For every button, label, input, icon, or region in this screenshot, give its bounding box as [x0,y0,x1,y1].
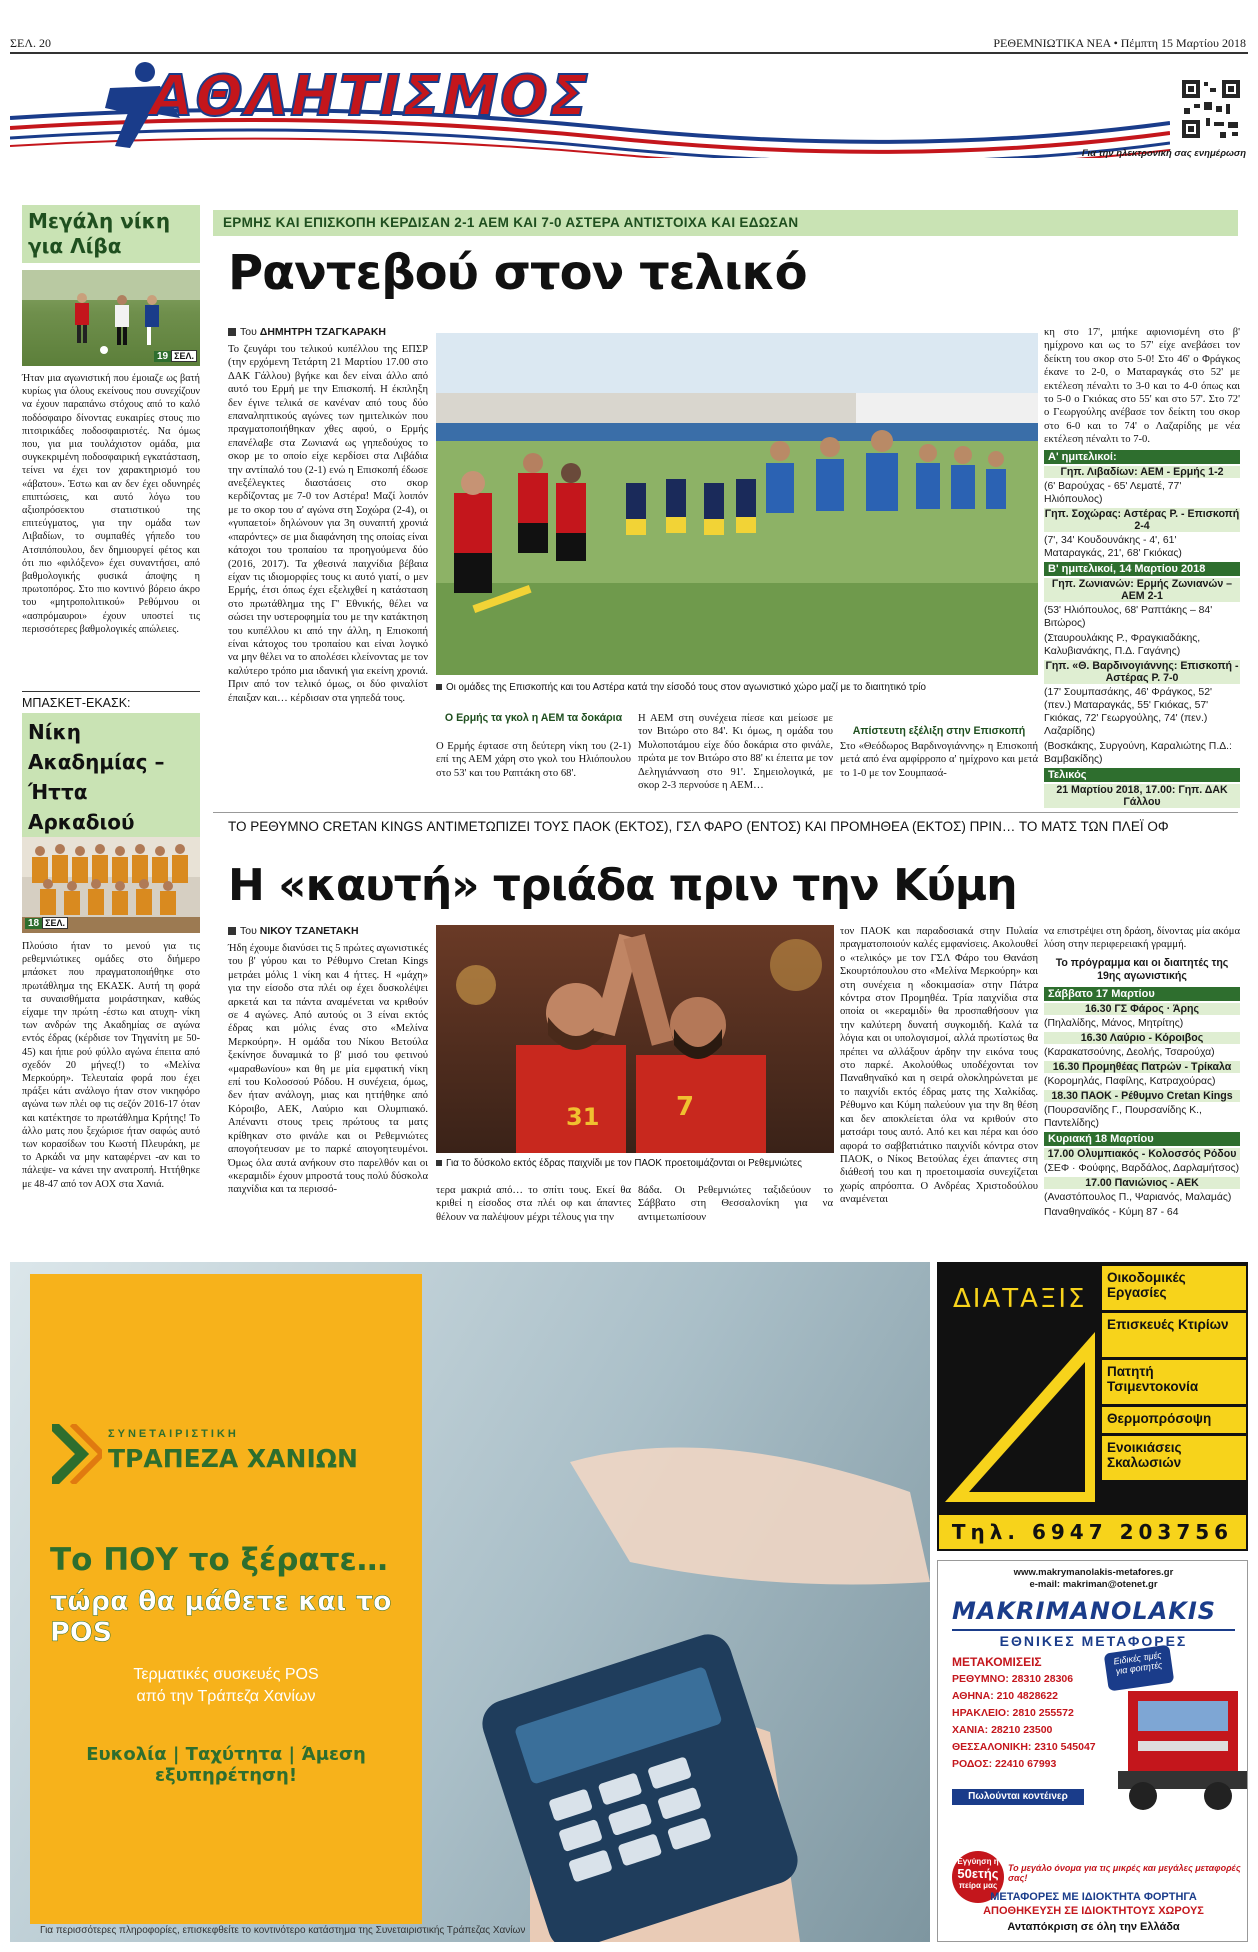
article1-byline [228,326,386,338]
sidebar [22,205,200,1250]
movers-email: e-mail: makriman@otenet.gr [1029,1579,1158,1590]
movers-phones [952,1671,1102,1773]
page-ref-18 [25,911,68,930]
schedule-match: 17.00 Πανιώνιος - ΑΕΚ [1044,1177,1240,1189]
guarantee-line-2: 50ετής [957,1866,999,1881]
schedule-match: 16.30 ΓΣ Φάρος · Άρης [1044,1003,1240,1015]
article1-photo-caption [436,682,1038,693]
guarantee-line-3: πείρα μας [958,1881,998,1890]
article2-photo-caption [436,1158,834,1169]
results-detail: (7', 34' Κουδουνάκης - 4', 61' Ματαραγκάς, 21', 68' Γκιόκας) [1044,535,1182,559]
article2-col1: Ήδη έχουμε διανύσει τις 5 πρώτες αγωνιστικές του β' γύρου και το Ρέθυμνο Cretan Kings μετράει μόλις 1 νίκη και 4 ήττες. Η «μάχη» για την είσοδο στα πλέι οφ έχει δυσκολέψει αρκετά και τα πάντα αναμένεται να κριθούν σε 4 αγώνες. Από αυτούς οι 3 είναι εκτός έδρας και μόλις ένας στο «Μελίνα Μερκούρη». Η ομάδα του Νίκου Βετούλα ξεκίνησε δυναμικά το β' μισό του φετινού «μαραθωνίου» και θη με μία εμφατική νίκη επί του Κολοσσού Ρόδου. Η συνέχεια, όμως, δεν ήταν ανάλογη, μιας και ηττήθηκε από Κόροιβο, ΑΕΚ, Λαύριο και Ολυμπιακό. Απέναντι στους τρεις πρώτους τα ματς κρίθηκαν στο φινάλε και οι Ρεθεμνιώτες απογοήτευσαν με το παρκέ απογοητευμένοι. Όμως όλα αυτά ανήκουν στο παρελθόν και οι «κεραμιδί» έχουν μπροστά τους πολύ δύσκολα παιχνίδια και τα περισσό- [228,943,428,1196]
page-ref-label: ΣΕΛ. [171,350,197,362]
movers-phone-line: ΧΑΝΙΑ: 28210 23500 [952,1724,1053,1736]
bank-sub-2: από την Τράπεζα Χανίων [136,1688,316,1705]
issue-date: Πέμπτη 15 Μαρτίου 2018 [1120,36,1246,50]
results-match: Γηπ. Ζωνιανών: Ερμής Ζωνιανών – ΑΕΜ 2-1 [1044,578,1240,602]
paper-name: ΡΕΘΕΜΝΙΩΤΙΚΑ ΝΕΑ [993,36,1111,50]
guarantee-line-1: Εγγύηση η [957,1857,999,1866]
schedule-detail: (Πουρσανίδης Γ., Πουρσανίδης Κ., Παντελίδης) [1044,1105,1202,1129]
results-match: Γηπ. «Θ. Βαρδινογιάννης: Επισκοπή - Αστέρας Ρ. 7-0 [1045,660,1239,684]
ad-movers [937,1560,1248,1942]
article2-headline: Η «καυτή» τριάδα πριν την Κύμη [228,860,1017,911]
caption-text: Για το δύσκολο εκτός έδρας παιχνίδι με τον ΠΑΟΚ προετοιμάζονται οι Ρεθεμνιώτες [446,1158,803,1169]
results-detail: (Σταυρουλάκης Ρ., Φραγκιαδάκης, Καλυβιανάκης, Π.Δ. Γαγάνης) [1044,633,1201,657]
results-heading: Α' ημιτελικοί: [1044,450,1240,464]
schedule-match: 16.30 Προμηθέας Πατρών - Τρίκαλα [1044,1061,1240,1073]
bank-footer: Για περισσότερες πληροφορίες, επισκεφθείτε το κοντινότερο κατάστημα της Συνεταιριστικής Τράπεζας Χανίων [40,1925,526,1936]
svg-text:7: 7 [676,1092,695,1122]
movers-phone-line: ΑΘΗΝΑ: 210 4828622 [952,1690,1058,1702]
article1-sub1-text: Ο Ερμής έφτασε στη δεύτερη νίκη του (2-1) επί της ΑΕΜ χάρη στο γκολ του Ηλιόπουλου στο 53' και του Ραπτάκη στο 68'. [436,741,631,779]
results-detail: (Βοσκάκης, Συργούνη, Καραλιώτης Π.Δ.: Βαμβακίδης) [1044,741,1232,765]
results-match: Γηπ. Λιβαδίων: ΑΕΜ - Ερμής 1-2 [1044,466,1240,478]
page-ref-number: 18 [25,918,42,929]
schedule-detail: (Πηλαλίδης, Μάνος, Μητρίτης) [1044,1018,1184,1029]
byline-name: ΔΗΜΗΤΡΗ ΤΖΑΓΚΑΡΑΚΗ [259,326,387,338]
bank-logo-icon [52,1424,102,1484]
sidebar-photo-basketball [22,837,200,933]
movers-phone-line: ΡΟΔΟΣ: 22410 67993 [952,1758,1057,1770]
diataxis-phone: Τηλ. 6947 203756 [939,1515,1246,1549]
bank-name-line1: ΣΥΝΕΤΑΙΡΙΣΤΙΚΗ [108,1428,239,1440]
article1-headline: Ραντεβού στον τελικό [228,245,807,301]
results-detail: (6' Βαρούχας - 65' Λεματέ, 77' Ηλιόπουλος) [1044,481,1182,505]
section-title: ΑΘΛΗΤΙΣΜΟΣ [150,64,591,129]
movers-line3: Ανταπόκριση σε όλη την Ελλάδα [1007,1921,1180,1933]
caption-square-icon [436,1160,442,1166]
bank-tagline: Ευκολία | Ταχύτητα | Άμεση εξυπηρέτηση! [86,1744,366,1786]
bank-slogan-2: τώρα θα μάθετε και το POS [50,1586,392,1648]
diataxis-services [1102,1266,1246,1483]
results-box [1044,448,1240,808]
results-heading: Τελικός [1044,768,1240,782]
article1-sub2-text: Η ΑΕΜ στη συνέχεια πίεσε και μείωσε με τον Βιτώρο στο 84'. Κι όμως, η ομάδα του Μυλοποτάμου είχε δύο δοκάρια στο φινάλε, πρώτα με τον Βιτώρο στο 88' κι έπειτα με τον Δεληγιάνναση στο 91'. Σημειολογικά, με σκορ 2-3 περνούσε η ΑΕΜ… [638,713,833,792]
movers-phone-line: ΘΕΣΣΑΛΟΝΙΚΗ: 2310 545047 [952,1741,1096,1753]
movers-subtitle: ΕΘΝΙΚΕΣ ΜΕΤΑΦΟΡΕΣ [952,1629,1235,1649]
results-heading: Β' ημιτελικοί, 14 Μαρτίου 2018 [1044,562,1240,576]
sidebar-story2-title: Νίκη Ακαδημίας – Ήττα Αρκαδιού [28,720,165,834]
byline-prefix: Του [240,326,257,338]
article2-kicker: ΤΟ ΡΕΘΥΜΝΟ CRETAN KINGS ΑΝΤΙΜΕΤΩΠΙΖΕΙ ΤΟΥΣ ΠΑΟΚ (ΕΚΤΟΣ), ΓΣΛ ΦΑΡΟ (ΕΝΤΟΣ) ΚΑΙ ΠΡΟΜΗΘΕΑ (ΕΚΤΟΣ) ΠΡΙΝ… ΤΟ ΜΑΤΣ ΤΩΝ ΠΛΕΪ ΟΦ [228,819,1169,834]
results-detail: (17' Σουμπασάκης, 46' Φράγκος, 52' (πεν.) Ματαραγκάς, 55' Γκιόκας, 57' Γκιόκας, 72' Γεωργούλης, 74' (πεν.) Λαζαρίδης) [1044,687,1212,737]
article2-byline [228,925,359,937]
byline-name: ΝΙΚΟΥ ΤΖΑΝΕΤΑΚΗ [259,925,359,937]
truck-icon [1098,1681,1248,1821]
article1-sub3-text: Στο «Θεόδωρος Βαρδινογιάννης» η Επισκοπή μετά από ένα αμφίρροπο α' ημίχρονο και μετά το 1-0 με τον Σουμπασά- [840,741,1038,779]
schedule-match: 16.30 Λαύριο - Κόροιβος [1044,1032,1240,1044]
sidebar-story2-text: Πλούσιο ήταν το μενού για τις ρεθεμνιώτικες ομάδες στο διήμερο μπάσκετ που πραγματοποιήθηκε στο πρωτάθλημα της ΕΚΑΣΚ. Αυτή τη φορά τα συναισθήματα μοιράστηκαν, καθώς είχαμε την πρώτη -έστω και ατυχη- νίκη των ανδρών της Ακαδημίας σε αγώνα εντός έδρας (κέρδισε τον Τηγανίτη με 50-45) και ήπιε ρού φύλλο αγώνα έπειτα από σχεδόν 20 μήνες(!) το «Μελίνα Μερκούρη». Τελευταία φορά που έχει πράξει κάτι ανάλογο ήταν στον νικηφόρο αγώνα των πλέι οφ τις σεζόν 2016-17 όταν και κατέκτησε το πρωτάθλημα Κρήτης! Το άλλο ματς που ξεχώρισε ήταν σαφώς αυτό των κορασίδων του Κωστή Πλευράκη, με το Αρκάδι να μην καταφέρνει -αν και το πάλεψε- να κάνει την ανατροπή. Ηττήθηκε με 48-47 από τον ΑΟΧ στα Χανιά. [22,941,200,1190]
article-divider [213,812,1238,813]
schedule-detail: (ΣΕΦ · Φούφης, Βαρδάλος, Δαρλαμήτσος) [1044,1163,1240,1174]
schedule-box [1044,985,1240,1219]
article2-col4: να επιστρέψει στη δράση, δίνοντας μία ακόμα λύση στην περιφερειακή γραμμή. [1044,926,1240,951]
schedule-detail: (Αναστόπουλος Π., Ψαριανός, Μαλαμάς) [1044,1192,1232,1203]
ad-bank-panel [30,1274,422,1924]
results-detail: (53' Ηλιόπουλος, 68' Ραπτάκης – 84' Βιτώρος) [1044,605,1213,629]
byline-prefix: Του [240,925,257,937]
diataxis-logo: ΔΙΑΤΑΞΙΣ [953,1284,1087,1314]
byline-square-icon [228,927,236,935]
header-rule [10,52,1248,54]
schedule-date: Σάββατο 17 Μαρτίου [1044,987,1240,1001]
movers-small-print: Το μεγάλο όνομα για τις μικρές και μεγάλες μεταφορές σας! [1008,1863,1241,1883]
article1-sub3-title: Απίστευτη εξέλιξη στην Επισκοπή [852,725,1026,737]
diataxis-triangle-icon [945,1302,1095,1502]
article1-kicker: ΕΡΜΗΣ ΚΑΙ ΕΠΙΣΚΟΠΗ ΚΕΡΔΙΣΑΝ 2-1 ΑΕΜ ΚΑΙ 7-0 ΑΣΤΕΡΑ ΑΝΤΙΣΤΟΙΧΑ ΚΑΙ ΕΔΩΣΑΝ [213,210,1238,236]
schedule-match: 17.00 Ολυμπιακός - Κολοσσός Ρόδου [1044,1148,1240,1160]
diataxis-service-item: Πατητή Τσιμεντοκονία [1102,1360,1246,1404]
ad-diataxis [937,1262,1248,1551]
page-number: ΣΕΛ. 20 [10,36,52,50]
qr-code [1180,78,1242,140]
bank-slogan-1: Το ΠΟΥ το ξέρατε… [50,1542,388,1578]
bank-sub-1: Τερματικές συσκευές POS [133,1666,319,1683]
sidebar-title-1-bg [22,205,200,263]
diataxis-service-item: Επισκευές Κτιρίων [1102,1313,1246,1357]
qr-caption: Για την ηλεκτρονική σας ενημέρωση [1081,148,1246,159]
sidebar-story2-kicker: ΜΠΑΣΚΕΤ-ΕΚΑΣΚ: [22,691,200,710]
article2-col3: τον ΠΑΟΚ και παραδοσιακά στην Πυλαία πραγματοποιούν καλές εμφανίσεις. Ακολουθεί ο «τελικός» με τον ΓΣΛ Φάρο του Θανάση Σκουρτόπουλου στο «Μελίνα Μερκούρη» και στη συνέχεια η «δοκιμασία» στην Πάτρα κόντρα στον Προμηθέα. Τρία παιχνίδια στα οποία οι «κεραμιδί» θα προσπαθήσουν για την καλύτερη δυνατή συγκομιδή. Καλά τα λόγια και οι υπολογισμοί, αλλά πρωτίστως θα πρέπει να αλλάξουν άρδην την εικόνα τους στο παρκέ. Ακολούθως υποδέχονται τον Παναθηναϊκό και η σειρά ολοκληρώνεται με το παιχνίδι εκτός έδρας ματς της Χαλκίδας. Ρέθυμνο και Κύμη παλεύουν για την 8η θέση και δεν αποκλείεται όλα να κριθούν στο ματσάρι τους αυτό. Από κει και πέρα και όσο αφορά το σαββατιάτικο παιχνίδι κόντρα στον ΠΑΟΚ, ο Νίκος Βετούλας έχει άπαντες στη διάθεσή του και η προετοιμασία συνεχίζεται χωρίς απρόοπτα. Ο Ανδρέας Χριστοδούλου αναμένεται [840,926,1038,1206]
sidebar-story1-title: Μεγάλη νίκη για Λίβα [28,209,171,258]
article2-photo [436,925,834,1153]
page-ref-number: 19 [154,351,171,362]
article1-sub1-title: Ο Ερμής τα γκολ η ΑΕΜ τα δοκάρια [444,712,623,724]
qr-icon [1180,78,1242,140]
schedule-date: Κυριακή 18 Μαρτίου [1044,1132,1240,1146]
article2-under-photo-1: τερα μακριά από… το σπίτι τους. Εκεί θα κριθεί η είσοδος στα πλέι οφ και άπαντες θέλουν να παλέψουν μέχρι τέλους για την [436,1185,631,1223]
article1-photo [436,333,1038,675]
schedule-detail: Παναθηναϊκός - Κύμη 87 - 64 [1044,1207,1179,1218]
article1-col1: Το ζευγάρι του τελικού κυπέλλου της ΕΠΣΡ (την ερχόμενη Τετάρτη 21 Μαρτίου 17.00 στο ΔΑΚ Γάλλου) βγήκε και δεν είναι άλλο από αυτό του Ερμή με την Επισκοπή. Η έκπληξη δεν έγινε τελικά σε κανέναν από τους δύο επαναληπτικούς αγώνες των ημιτελικών που πραγματοποιήθηκαν χθες αφού, ο Ερμής επανέλαβε στα Ζωνιανά ως γηπεδούχος το σκορ με το οποίο είχε κερδίσει στα Λιβάδια την αντίπαλό του (2-1) ενώ η Επισκοπή έδωσε ανεξέλεγκτες διαστάσεις στο σκορ κερδίζοντας με 7-0 τον Αστέρα! Μαζί λοιπόν με το σκορ του α' αγώνα στη Σοχώρα (2-4), οι «γυπαετοί» δηλώνουν για 3η συναπτή χρονιά «παρόντες» σε μια διαφάνηση της οποίας είναι κάτοχοι του τροπαίου τα προηγούμενα δύο (2016, 2017). Τα χθεσινά παιχνίδια βέβαια είχαν τις ιδιομορφίες τους κι αυτό γιατί, ο μεν Ερμής, έτσι όπως έχει εξελιχθεί η κατάσταση στο πρωτάθλημα της Γ' Εθνικής, θέλει να σώσει την υστεροφημία του με την κατάκτηση του κυπέλλου κι από την άλλη, η Επισκοπή είναι κάτοχος του τροπαίου και είναι λογικό να μην θέλει να το απολέσει κλείνοντας με τον καλύτερο τρόπο μια ιδανική για εκείνη χρονιά. Πριν από τον τελικό όμως, οι δύο φιναλίστ έπαιξαν και… κέρδισαν στα γηπεδά τους. [228,344,428,704]
sidebar-photo-football [22,270,200,366]
sidebar-story1-text: Ήταν μια αγωνιστική που έμοιαζε ως βατή κυρίως για όλους εκείνους που συνεχίζουν να έχουν παραπάνω στόχους από το καλό ποδόσφαιρο δίνοντας ευκαιρίες στους πιο πιτσιρικάδες ποδοσφαιριστές. Να όμως που, για μια τουλάχιστον ομάδα, μια συγκεκριμένη ποδοσφαιρική εγκατάσταση, τείνει να έχει τον χαρακτηρισμό του «άβατου». Έστω και αν δεν έχει οδυνηρές επιπτώσεις, και αυτό λόγω του αξιοπρόσεκτου στατιστικού της επιτεύγματος, για την ομάδα των Λιβαδίων, το συμπαθές γήπεδο του Ατσιπόπουλου, δεν δημιουργεί φέτος και ότι πιο «φιλόξενο» έχει συναντήσει, από βαθμολογικής φυσικά άποψης η πρωτοπόρος. Στο πιο κοντινό βόρειο άκρο του «μητροπολιτικού» Ρεθύμνου οι «ασπρόμαυροι» έχουν υποστεί τις περισσότερες βαθμολογικές απώλειες. [22,373,200,635]
svg-text:31: 31 [566,1103,600,1131]
movers-moves: ΜΕΤΑΚΟΜΙΣΕΙΣ [952,1655,1042,1669]
movers-phone-line: ΡΕΘΥΜΝΟ: 28310 28306 [952,1673,1074,1685]
caption-text: Οι ομάδες της Επισκοπής και του Αστέρα κατά την είσοδό τους στον αγωνιστικό χώρο μαζί με το διαιτητικό τρίο [446,682,926,693]
article1-col4: κη στο 17', μπήκε αφιονισμένη στο β' ημίχρονο και ως το 57' είχε ανεβάσει τον δείκτη του σκορ στο 5-0! Στο 46' ο Φράγκος έκανε το 2-0, ο Ματαραγκάς στο 52' με εκτέλεση πέναλτι το 3-0 και το 4-0 όπως και το 5-0 ο Γκιόκας στο 55' και στο 57'. Στο 72' ο Γεωργούλης ανέβασε τον δείκτη του σκορ στο 6-0 και το 74' ο Λαζαρίδης με νέα εκτέλεση πέναλτι το 7-0. [1044,327,1240,446]
movers-line2: ΑΠΟΘΗΚΕΥΣΗ ΣΕ ΙΔΙΟΚΤΗΤΟΥΣ ΧΩΡΟΥΣ [983,1905,1204,1917]
page-ref-label: ΣΕΛ. [42,917,68,929]
schedule-title: Το πρόγραμμα και οι διαιτητές της 19ης αγωνιστικής [1055,957,1229,982]
movers-containers: Πωλούνται κοντέινερ [952,1789,1084,1805]
ad-bank [10,1262,930,1942]
movers-logo: MAKRIMANOLAKIS [952,1597,1217,1625]
results-match: 21 Μαρτίου 2018, 17.00: Γηπ. ΔΑΚ Γάλλου [1044,784,1240,808]
diataxis-service-item: Θερμοπρόσοψη [1102,1407,1246,1433]
football-teams-scene [436,333,1038,675]
byline-square-icon [228,328,236,336]
movers-web: www.makrymanolakis-metafores.gr [1013,1567,1174,1578]
results-match: Γηπ. Σοχώρας: Αστέρας Ρ. - Επισκοπή 2-4 [1044,508,1240,532]
diataxis-service-item: Ενοικιάσεις Σκαλωσιών [1102,1436,1246,1480]
schedule-match: 18.30 ΠΑΟΚ - Ρέθυμνο Cretan Kings [1044,1090,1240,1102]
movers-badge: Ειδικές τιμές για φοιτητές [1104,1645,1175,1692]
page-ref-19 [154,344,197,363]
schedule-detail: (Καρακατσούνης, Δεολής, Τσαρούχα) [1044,1047,1215,1058]
sidebar-title-2-bg [22,713,200,841]
schedule-detail: (Κορομηλάς, Παφίλης, Κατραχούρας) [1044,1076,1216,1087]
movers-line1: ΜΕΤΑΦΟΡΕΣ ΜΕ ΙΔΙΟΚΤΗΤΑ ΦΟΡΤΗΓΑ [990,1891,1197,1903]
diataxis-service-item: Οικοδομικές Εργασίες [1102,1266,1246,1310]
caption-square-icon [436,684,442,690]
movers-phone-line: ΗΡΑΚΛΕΙΟ: 2810 255572 [952,1707,1074,1719]
basketball-scene [436,925,834,1153]
article2-under-photo-2: 8άδα. Οι Ρεθεμνιώτες ταξιδεύουν το Σάββατο στη Θεσσαλονίκη για να αντιμετωπίσουν [638,1185,833,1223]
bank-name-line2: ΤΡΑΠΕΖΑ ΧΑΝΙΩΝ [108,1444,358,1473]
paper-meta: ΡΕΘΕΜΝΙΩΤΙΚΑ ΝΕΑ • Πέμπτη 15 Μαρτίου 2018 [993,36,1246,50]
